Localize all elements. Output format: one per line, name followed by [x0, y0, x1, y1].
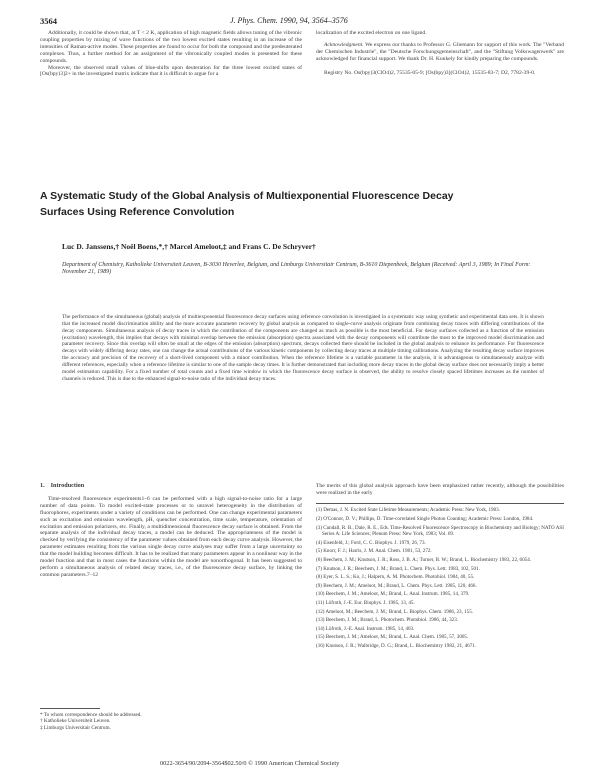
reference-item: (4) Eisenfeld, J.; Ford, C. C. Biophys. J. 1979, 26, 73.	[316, 539, 426, 546]
section-heading	[40, 483, 302, 490]
footnotes	[40, 712, 302, 731]
reference-item: (16) Knutson, J. R.; Walbridge, D. G.; Brand, L. Biochemistry 1982, 21, 4671.	[316, 642, 477, 649]
previous-article-right-column	[316, 30, 564, 77]
paragraph: The merits of this global analysis approach have been emphasized rather recently, although the possibilities were realized in the early	[316, 483, 564, 496]
paragraph: localization of the excited electron on one ligand.	[316, 30, 427, 36]
paragraph: Additionally, it could be shown that, at T < 2 K, application of high magnetic fields allows tuning of the vibronic coupling properties by mixing of wave functions of the two lowest excited states resulting in an increase of the intensities of Raman-active modes. These properties are found to occur for both the compound and the predeuterated complexes. Thus, a further method for an assignment of the vibronically coupled modes is presented for these compounds.	[40, 30, 302, 64]
reference-item: (3) Cundall, R. B., Dale, R. E., Eds. Time-Resolved Fluorescence Spectroscopy in Biochemistry and Biology; NATO ASI Series A: Life Sciences; Plenum Press: New York, 1983; Vol. 69.	[316, 524, 564, 538]
reference-item: (10) Beechem, J. M.; Ameloot, M.; Brand, L. Anal. Instrum. 1985, 14, 379.	[316, 591, 470, 598]
reference-item: (11) Löfroth, J.-E. Eur. Biophys. J. 1985, 13, 45.	[316, 599, 415, 606]
section-number: 1.	[40, 482, 45, 489]
reference-item: (12) Ameloot, M.; Beechem, J. M.; Brand, L. Biophys. Chem. 1986, 23, 155.	[316, 608, 474, 615]
reference-item: (8) Eyer, S. L. S.; Ko, J.; Halpern, A. M. Photochem. Photobiol. 1984, 40, 55.	[316, 574, 475, 581]
reference-item: (5) Knorr, F. J.; Harris, J. M. Anal. Chem. 1981, 53, 272.	[316, 548, 432, 555]
registry-numbers: Registry No. Os(bpy)3(ClO4)2, 75535-05-9; [Os(bpy)3](ClO4)2, 15535-83-7; D2, 7782-39-0.	[324, 69, 536, 76]
paragraph: Time-resolved fluorescence experiments1–6 can be performed with a high signal-to-noise ratio for a large number of data points. To model excited-state processes or to unravel heterogeneity in the distribution of fluorophores, experiments under a variety of conditions can be performed. One can change experimental parameters such as excitation and emission wavelength, pH, quencher concentration, time scale, temperature, orientation of excitation and emission polarizers, etc. Finally, a multidimensional fluorescence decay surface is obtained. From the separate analysis of the individual decay traces, a model can be deduced. The appropriateness of the model is checked by verifying the consistency of the parameter values obtained from each decay curve analysis. However, the parameter estimates resulting from the various single decay curve analyses may suffer from a large uncertainty so that the model building becomes difficult. It has to be realized that many parameters appear in a nonlinear way in the model function and that in most cases the functions within the model are nonorthogonal. It has been suggested to perform a simultaneous analysis of related decay traces, i.e., of the fluorescence decay surface, by linking the common parameters.7–12	[40, 495, 302, 578]
introduction-left-column	[40, 483, 302, 579]
page-number: 3564	[40, 16, 57, 26]
section-title: Introduction	[50, 482, 85, 489]
reference-item: (14) Löfroth, J.-E. Anal. Instrum. 1985, 14, 403.	[316, 625, 415, 632]
affiliation: Department of Chemistry, Katholieke Universiteit Leuven, B-3030 Heverlee, Belgium, and Limburgs Universitair Centrum, B-3610 Diepenbeek, Belgium (Received: April 3, 1989; In Final Form: November 21, 1989)	[62, 262, 531, 276]
previous-article-left-column	[40, 30, 302, 78]
introduction-right-column	[316, 483, 564, 652]
acknowledgment-label: Acknowledgment.	[324, 41, 364, 48]
footnote: † Katholieke Universiteit Leuven.	[40, 718, 111, 725]
reference-item: (13) Beechem, J. M.; Brand, L. Photochem. Photobiol. 1986, 44, 323.	[316, 617, 459, 624]
article-title: A Systematic Study of the Global Analysis of Multiexponential Fluorescence Decay Surfaces Using Reference Convolution	[40, 190, 454, 218]
footnote-rule	[40, 708, 100, 709]
acknowledgment-text: We express our thanks to Professor G. Gliemann for support of this work. The "Verband der Chemischen Industrie", the "Deutsche Forschungsgemeinschaft", and the "Stiftung Volkswagenwerk" are acknowledged for financial support. We thank Dr. H. Kunkely for kindly preparing the compounds.	[316, 41, 564, 62]
reference-item: (15) Beechem, J. M.; Ameloot, M.; Brand, L. Anal. Chem. 1985, 57, 3005.	[316, 634, 469, 641]
author-list: Luc D. Janssens,† Noël Boens,*,† Marcel Ameloot,‡ and Frans C. De Schryver†	[62, 242, 316, 251]
references-rule	[316, 503, 564, 504]
footnote: ‡ Limburgs Universitair Centrum.	[40, 724, 111, 731]
reference-item: (9) Beechem, J. M.; Ameloot, M.; Brand, L. Chem. Phys. Lett. 1985, 120, 466.	[316, 582, 477, 589]
acknowledgment-paragraph	[316, 42, 564, 63]
footnote: * To whom correspondence should be addressed.	[40, 712, 142, 718]
paragraph: Moreover, the observed small values of blue-shifts upon deuteration for the three lowest excited states of [Os(bpy)3]2+ in the investigated matrix indicate that it is difficult to argue for a	[40, 64, 302, 78]
reference-list	[316, 507, 564, 649]
reference-item: (6) Beechem, J. M.; Knutson, J. R.; Ross, J. B. A.; Turner, B. W.; Brand, L. Biochemistry 1983, 22, 6054.	[316, 556, 532, 563]
reference-item: (7) Knutson, J. R.; Beechem, J. M.; Brand, L. Chem. Phys. Lett. 1983, 102, 501.	[316, 565, 480, 572]
reference-item: (1) Demas, J. N. Excited State Lifetime Measurements; Academic Press: New York, 1983.	[316, 507, 500, 514]
journal-citation: J. Phys. Chem. 1990, 94, 3564–3576	[230, 16, 348, 25]
copyright-footer: 0022-3654/90/2094-3564$02.50/0 © 1990 American Chemical Society	[160, 760, 340, 767]
abstract: The performance of the simultaneous (global) analysis of multiexponential fluorescence decay surfaces using reference convolution is investigated in a systematic way using synthetic and experimental data sets. It is shown that the increased model discrimination ability and the more accurate parameter recovery by global analysis as compared to single-curve analysis originate from combining decay traces with differing contributions of the decay components. Simultaneous analysis of decay traces in which the contribution of the components are changed as much as possible is the most beneficial. For decay surfaces collected as a function of the emission (excitation) wavelength, this implies that decays with minimal overlap between the emission (absorption) spectra associated with the decay components will contribute the most to the improved model discrimination and parameter recovery. Since this overlap will often be small at the edges of the emission (absorption) spectrum, decays collected there should be included in the global analysis to enhance its performance. For fluorescence decays with widely differing decay rates, one can change the actual contributions of the various kinetic components by collecting decay traces at multiple timing calibrations. Analyzing the resulting decay surface improves the accuracy and precision of the recovery of a short-lived component with a minor contribution. When the reference lifetime is a variable parameter in the analysis, it is advantageous to simultaneously analyze with different references, especially when a reference lifetime is similar to one of the sample decay times. It is further demonstrated that including more decay traces in the global decay surface does not necessarily imply a better model estimation capability. For a fixed number of total counts and a fixed time window in which the fluorescence decay surface is observed, the ability to resolve closely spaced lifetimes increases as the number of channels is reduced. This is due to the enhanced signal-to-noise ratio of the individual decay traces.	[62, 314, 544, 382]
reference-item: (2) O'Connor, D. V.; Phillips, D. Time-correlated Single Photon Counting; Academic Press: London, 1984.	[316, 516, 534, 522]
